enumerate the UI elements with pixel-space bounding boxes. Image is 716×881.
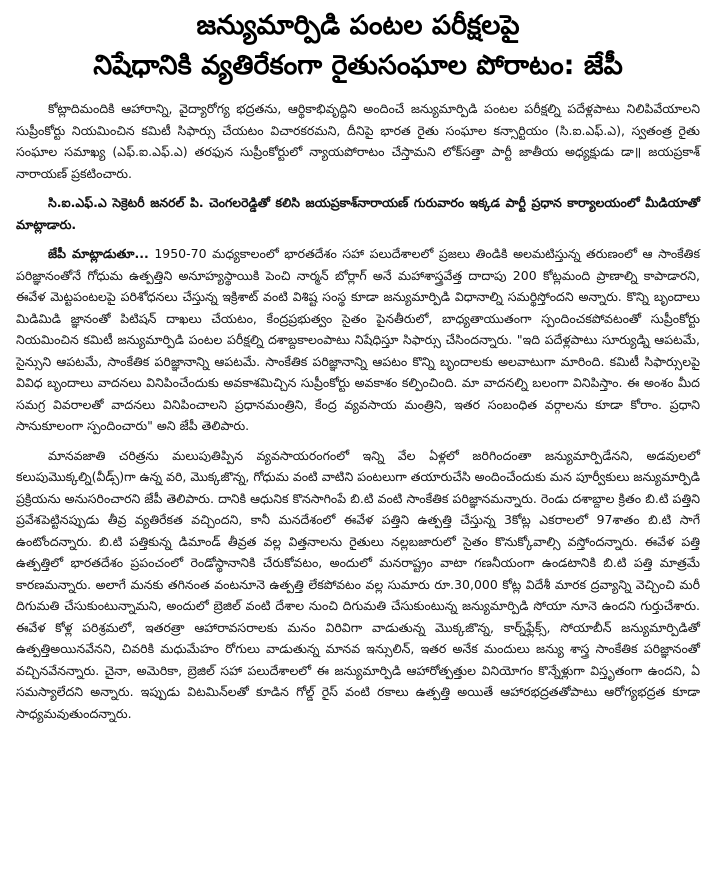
paragraph-history-text: మానవజాతి చరిత్రను మలుపుతిప్పిన వ్యవసాయరంగంలో ఇన్ని వేల ఏళ్లలో జరిగిందంతా జన్యుమార్పిడేనని, అడవులలో కలుపుమొక్కల్ని(వీడ్స్)గా ఉన్న వరి, మొక్కజొన్న, గోధుమ వంటి వాటిని పంటలుగా తయారుచేసి అందించేందుకు మన పూర్వీకులు జన్యుమార్పిడి ప్రక్రియను అనుసరించారని జేపీ తెలిపారు. దానికి ఆధునిక కొనసాగింపే బి.టి వంటి సాంకేతిక పరిజ్ఞానమన్నారు. రెండు దశాబ్దాల క్రితం బి.టి పత్తిని ప్రవేశపెట్టినప్పుడు తీవ్ర వ్యతిరేకత వచ్చిందని, కానీ మనదేశంలో ఈవేళ పత్తిని ఉత్పత్తి చేస్తున్న 3కోట్ల ఎకరాలలో 97శాతం బి.టి సాగే ఉంటోందన్నారు. బి.టి పత్తికున్న డిమాండ్ తీవ్రత వల్ల విత్తనాలను రైతులు నల్లబజారులో సైతం కొనుక్కోవాల్సి వస్తోందన్నారు. ఈవేళ పత్తి ఉత్పత్తిలో భారతదేశం ప్రపంచంలో రెండోస్థానానికి చేరుకోవటం, అందులో మనరాష్ట్రం వాటా గణనీయంగా ఉండటానికి బి.టి పత్తి మాత్రమే కారణమన్నారు. అలాగే మనకు తగినంత వంటనూనె ఉత్పత్తి లేకపోవటం వల్ల సుమారు రూ.30,000 కోట్ల విదేశీ మారక ద్రవ్యాన్ని వెచ్చించి మరీ దిగుమతి చేసుకుంటున్నామని, అందులో బ్రెజిల్ వంటి దేశాల నుంచి దిగుమతి చేసుకుంటున్న జన్యుమార్పిడి సోయా నూనె ఉందని గుర్తుచేశారు. ఈవేళ కోళ్ల పరిశ్రమలో, ఇతరత్రా ఆహారావసరాలకు మనం విరివిగా వాడుతున్న మొక్కజొన్న, కార్న్‌ఫ్లేక్స్, సోయాబీన్ జన్యుమార్పిడితో ఉత్పత్తిఅయినవేనని, చివరికి మధుమేహం రోగులు వాడుతున్న మానవ ఇన్సులిన్, ఇతర అనేక మందులు జన్యు శాస్త్ర సాంకేతిక పరిజ్ఞానంతో వచ్చినవేనన్నారు. చైనా, అమెరికా, బ్రెజిల్ సహా పలుదేశాలలో ఈ జన్యుమార్పిడి ఆహారోత్పత్తుల వినియోగం కొన్నేళ్లుగా విస్తృతంగా ఉందని, ఏ సమస్యాలేదని అన్నారు. ఇప్పుడు విటమిన్‌లతో కూడిన గోల్డ్ రైస్ వంటి రకాలు ఉత్పత్తి అయితే ఆహారభద్రతతోపాటు ఆరోగ్యభద్రత కూడా సాధ్యమవుతుందన్నారు.	[16, 447, 700, 721]
paragraph-jp-remarks	[16, 243, 700, 437]
paragraph-intro-text: కోట్లాదిమందికి ఆహారాన్ని, వైద్యారోగ్య భద్రతను, ఆర్థికాభివృద్ధిని అందించే జన్యుమార్పిడి పంటల పరీక్షల్ని పదేళ్లపాటు నిలిపివేయాలని సుప్రీంకోర్టు నియమించిన కమిటీ సిఫార్సు చేయటం విచారకరమని, దీనిపై భారత రైతు సంఘాల కన్సార్టియం (సి.ఐ.ఎఫ్.ఎ), స్వతంత్ర రైతు సంఘాల సమాఖ్య (ఎఫ్.ఐ.ఎఫ్.ఎ) తరఫున సుప్రీంకోర్టులో న్యాయపోరాటం చేస్తామని లోక్‌సత్తా పార్టీ జాతీయ అధ్యక్షుడు డా॥ జయప్రకాశ్ నారాయణ్ ప్రకటించారు.	[16, 101, 700, 181]
paragraph-lead: జేపీ మాట్లాడుతూ...	[48, 246, 149, 261]
paragraph-meeting-text: సి.ఐ.ఎఫ్.ఎ సెక్రెటరీ జనరల్ పి. చెంగలరెడ్డితో కలిసి జయప్రకాశ్‌నారాయణ్ గురువారం ఇక్కడ పార్టీ ప్రధాన కార్యాలయంలో మీడియాతో మాట్లాడారు.	[16, 195, 700, 232]
paragraph-history	[16, 445, 700, 725]
paragraph-meeting	[16, 192, 700, 235]
headline-line-2: నిషేధానికి వ్యతిరేకంగా రైతుసంఘాల పోరాటం: జేపీ	[93, 50, 623, 81]
paragraph-jp-remarks-text: 1950-70 మధ్యకాలంలో భారతదేశం సహా పలుదేశాలలో ప్రజలు తిండికి అలమటిస్తున్న తరుణంలో ఆ సాంకేతిక పరిజ్ఞానంతోనే గోధుమ ఉత్పత్తిని అనూహ్యస్థాయికి పెంచి నార్మన్ బోర్లాగ్ అనే మహాశాస్త్రవేత్త దాదాపు 200 కోట్లమంది ప్రాణాల్ని కాపాడారని, ఈవేళ మెట్టపంటలపై పరిశోధనలు చేస్తున్న ఇక్రిశాట్ వంటి విశిష్ట సంస్థ కూడా జన్యుమార్పిడి విధానాల్ని సమర్థిస్తోందని అన్నారు. కొన్ని బృందాలు మిడిమిడి జ్ఞానంతో పిటిషన్ దాఖలు చేయటం, కేంద్రప్రభుత్వం సైతం పైనతీరులో, బాధ్యతాయుతంగా స్పందించకపోవటంతో సుప్రీంకోర్టు నియమించిన కమిటీ జన్యుమార్పిడి పంటల పరీక్షల్ని దశాబ్దకాలంపాటు నిషేధిస్తూ సిఫార్సు చేసిందన్నారు. "ఇది పదేళ్లపాటు సూర్యుడ్ని ఆపటమే, సైన్సుని ఆపటమే, సాంకేతిక పరిజ్ఞానాన్ని ఆపటమే. సాంకేతిక పరిజ్ఞానాన్ని ఆపటం కొన్ని బృందాలకు అలవాటుగా మారింది. కమిటీ సిఫార్సులపై వివిధ బృందాలు వాదనలు వినిపించేందుకు అవకాశమిచ్చిన సుప్రీంకోర్టు అవకాశం కల్పించింది. మా వాదనల్ని బలంగా వినిపిస్తాం. ఈ అంశం మీద సమగ్ర వివరాలతో వాదనలు వినిపించాలని ప్రధానమంత్రిని, కేంద్ర వ్యవసాయ మంత్రిని, ఇతర సంబంధిత వర్గాలను కూడా కోరాం. ప్రధాని సానుకూలంగా స్పందించారు" అని జేపీ తెలిపారు.	[16, 246, 700, 433]
headline	[16, 6, 700, 86]
headline-line-1: జన్యుమార్పిడి పంటల పరీక్షలపై	[196, 10, 520, 41]
paragraph-intro	[16, 98, 700, 184]
